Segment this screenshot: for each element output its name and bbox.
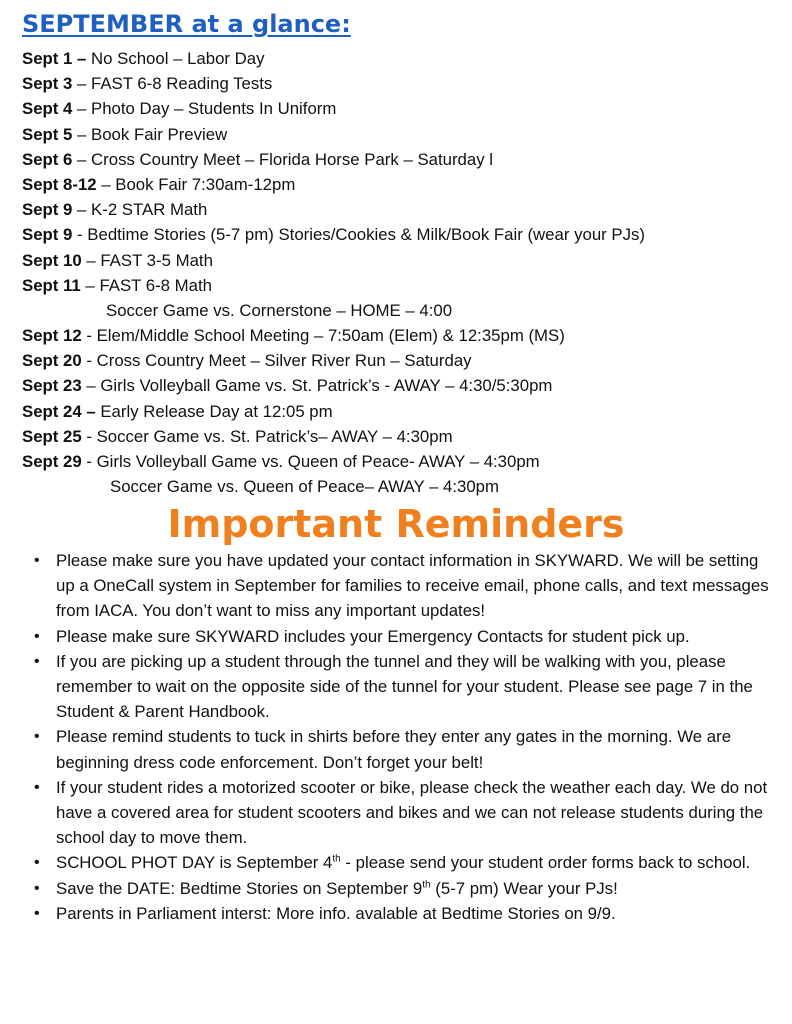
event-row: [22, 197, 782, 222]
event-date: Sept 5: [22, 124, 73, 144]
reminder-item: [34, 624, 774, 649]
bullet-icon: •: [34, 854, 40, 872]
bullet-icon: •: [34, 552, 40, 569]
event-text: – Photo Day – Students In Uniform: [72, 99, 337, 119]
reminder-item: [34, 548, 774, 624]
event-row: [22, 273, 782, 298]
event-row: [22, 424, 782, 449]
event-text: – Book Fair 7:30am-12pm: [96, 174, 296, 194]
bullet-icon: •: [34, 652, 40, 670]
event-text: No School – Labor Day: [86, 49, 265, 68]
event-date: Sept 4: [22, 99, 73, 119]
reminder-text-part: (5-7 pm) Wear your PJs!: [430, 878, 618, 898]
event-text: - Cross Country Meet – Silver River Run – Saturday: [81, 351, 472, 371]
event-text: – K-2 STAR Math: [72, 200, 208, 220]
reminder-item: [34, 876, 774, 901]
reminder-text: Please make sure SKYWARD includes your Emergency Contacts for student pick up.: [56, 626, 690, 646]
event-text: – FAST 3-5 Math: [81, 250, 213, 270]
event-text: Early Release Day at 12:05 pm: [95, 401, 333, 421]
event-text: – Cross Country Meet – Florida Horse Park – Saturday l: [72, 149, 494, 169]
event-date: Sept 25: [22, 426, 82, 446]
reminder-text-part: SCHOOL PHOT DAY is September 4: [56, 853, 333, 873]
reminder-text: Please make sure you have updated your contact information in SKYWARD. We will be setting up a OneCall system in September for families to receive email, phone calls, and text messages from IACA. You don’t want to miss any important updates!: [56, 551, 769, 621]
event-text: – Book Fair Preview: [72, 124, 228, 144]
event-date: Sept 8-12: [22, 174, 97, 194]
event-row: [22, 449, 782, 474]
events-list: [22, 46, 782, 499]
event-text: - Bedtime Stories (5-7 pm) Stories/Cookies & Milk/Book Fair (wear your PJs): [72, 225, 645, 245]
event-row: [22, 248, 782, 273]
event-row: [22, 71, 782, 96]
event-date: Sept 1 –: [22, 49, 87, 68]
event-row: [22, 348, 782, 373]
bullet-icon: •: [34, 778, 40, 796]
event-row: [22, 222, 782, 247]
event-date: Sept 23: [22, 376, 82, 396]
ordinal-suffix: th: [332, 853, 341, 865]
event-text: - Elem/Middle School Meeting – 7:50am (Elem) & 12:35pm (MS): [81, 326, 565, 346]
reminder-text: Parents in Parliament interst: More info. avalable at Bedtime Stories on 9/9.: [56, 903, 616, 923]
event-row: [22, 96, 782, 121]
reminders-list: [34, 548, 774, 926]
event-row: [22, 323, 782, 348]
reminder-text: If you are picking up a student through the tunnel and they will be walking with you, please remember to wait on the opposite side of the tunnel for your student. Please see page 7 in the Student & Parent Handbook.: [56, 651, 753, 722]
event-date: Sept 11: [22, 275, 81, 295]
bullet-icon: •: [34, 879, 40, 897]
event-text: – FAST 6-8 Reading Tests: [72, 74, 273, 94]
reminder-item: [34, 724, 774, 774]
event-row: [22, 122, 782, 147]
event-date: Sept 24 –: [22, 401, 96, 421]
event-row: [22, 373, 782, 398]
event-date: Sept 3: [22, 74, 73, 94]
reminder-item: [34, 901, 774, 926]
event-row: [22, 172, 782, 197]
event-date: Sept 10: [22, 250, 82, 270]
event-text: – Girls Volleyball Game vs. St. Patrick’s - AWAY – 4:30/5:30pm: [81, 376, 553, 396]
bullet-icon: •: [34, 627, 40, 645]
reminders-heading: Important Reminders: [167, 502, 625, 546]
event-row: [22, 147, 782, 172]
bullet-icon: •: [34, 904, 40, 922]
event-text: – FAST 6-8 Math: [80, 275, 212, 295]
event-date: Sept 12: [22, 326, 82, 346]
event-text: Soccer Game vs. Queen of Peace– AWAY – 4:30pm: [110, 477, 499, 497]
page-title: SEPTEMBER at a glance:: [22, 10, 351, 38]
event-text: Soccer Game vs. Cornerstone – HOME – 4:00: [106, 300, 453, 320]
event-date: Sept 6: [22, 149, 73, 169]
event-date: Sept 9: [22, 225, 73, 245]
event-text: - Girls Volleyball Game vs. Queen of Peace- AWAY – 4:30pm: [81, 452, 540, 471]
ordinal-suffix: th: [422, 879, 431, 891]
event-row: [22, 399, 782, 424]
event-date: Sept 29: [22, 452, 82, 471]
event-row-continuation: [22, 298, 782, 323]
reminder-item: [34, 649, 774, 725]
event-text: - Soccer Game vs. St. Patrick’s– AWAY – 4:30pm: [81, 426, 453, 446]
event-date: Sept 20: [22, 351, 82, 371]
reminder-text-part: - please send your student order forms back to school.: [340, 853, 751, 873]
event-row: [22, 46, 782, 71]
reminder-text: If your student rides a motorized scooter or bike, please check the weather each day. We do not have a covered area for student scooters and bikes and we can not release students during the school day to move them.: [56, 777, 768, 848]
reminder-item: [34, 775, 774, 851]
reminder-item: [34, 850, 774, 875]
reminder-text-part: Save the DATE: Bedtime Stories on September 9: [56, 878, 423, 898]
reminder-text: Please remind students to tuck in shirts before they enter any gates in the morning. We are beginning dress code enforcement. Don’t forget your belt!: [56, 727, 732, 772]
event-date: Sept 9: [22, 200, 73, 220]
bullet-icon: •: [34, 728, 40, 746]
